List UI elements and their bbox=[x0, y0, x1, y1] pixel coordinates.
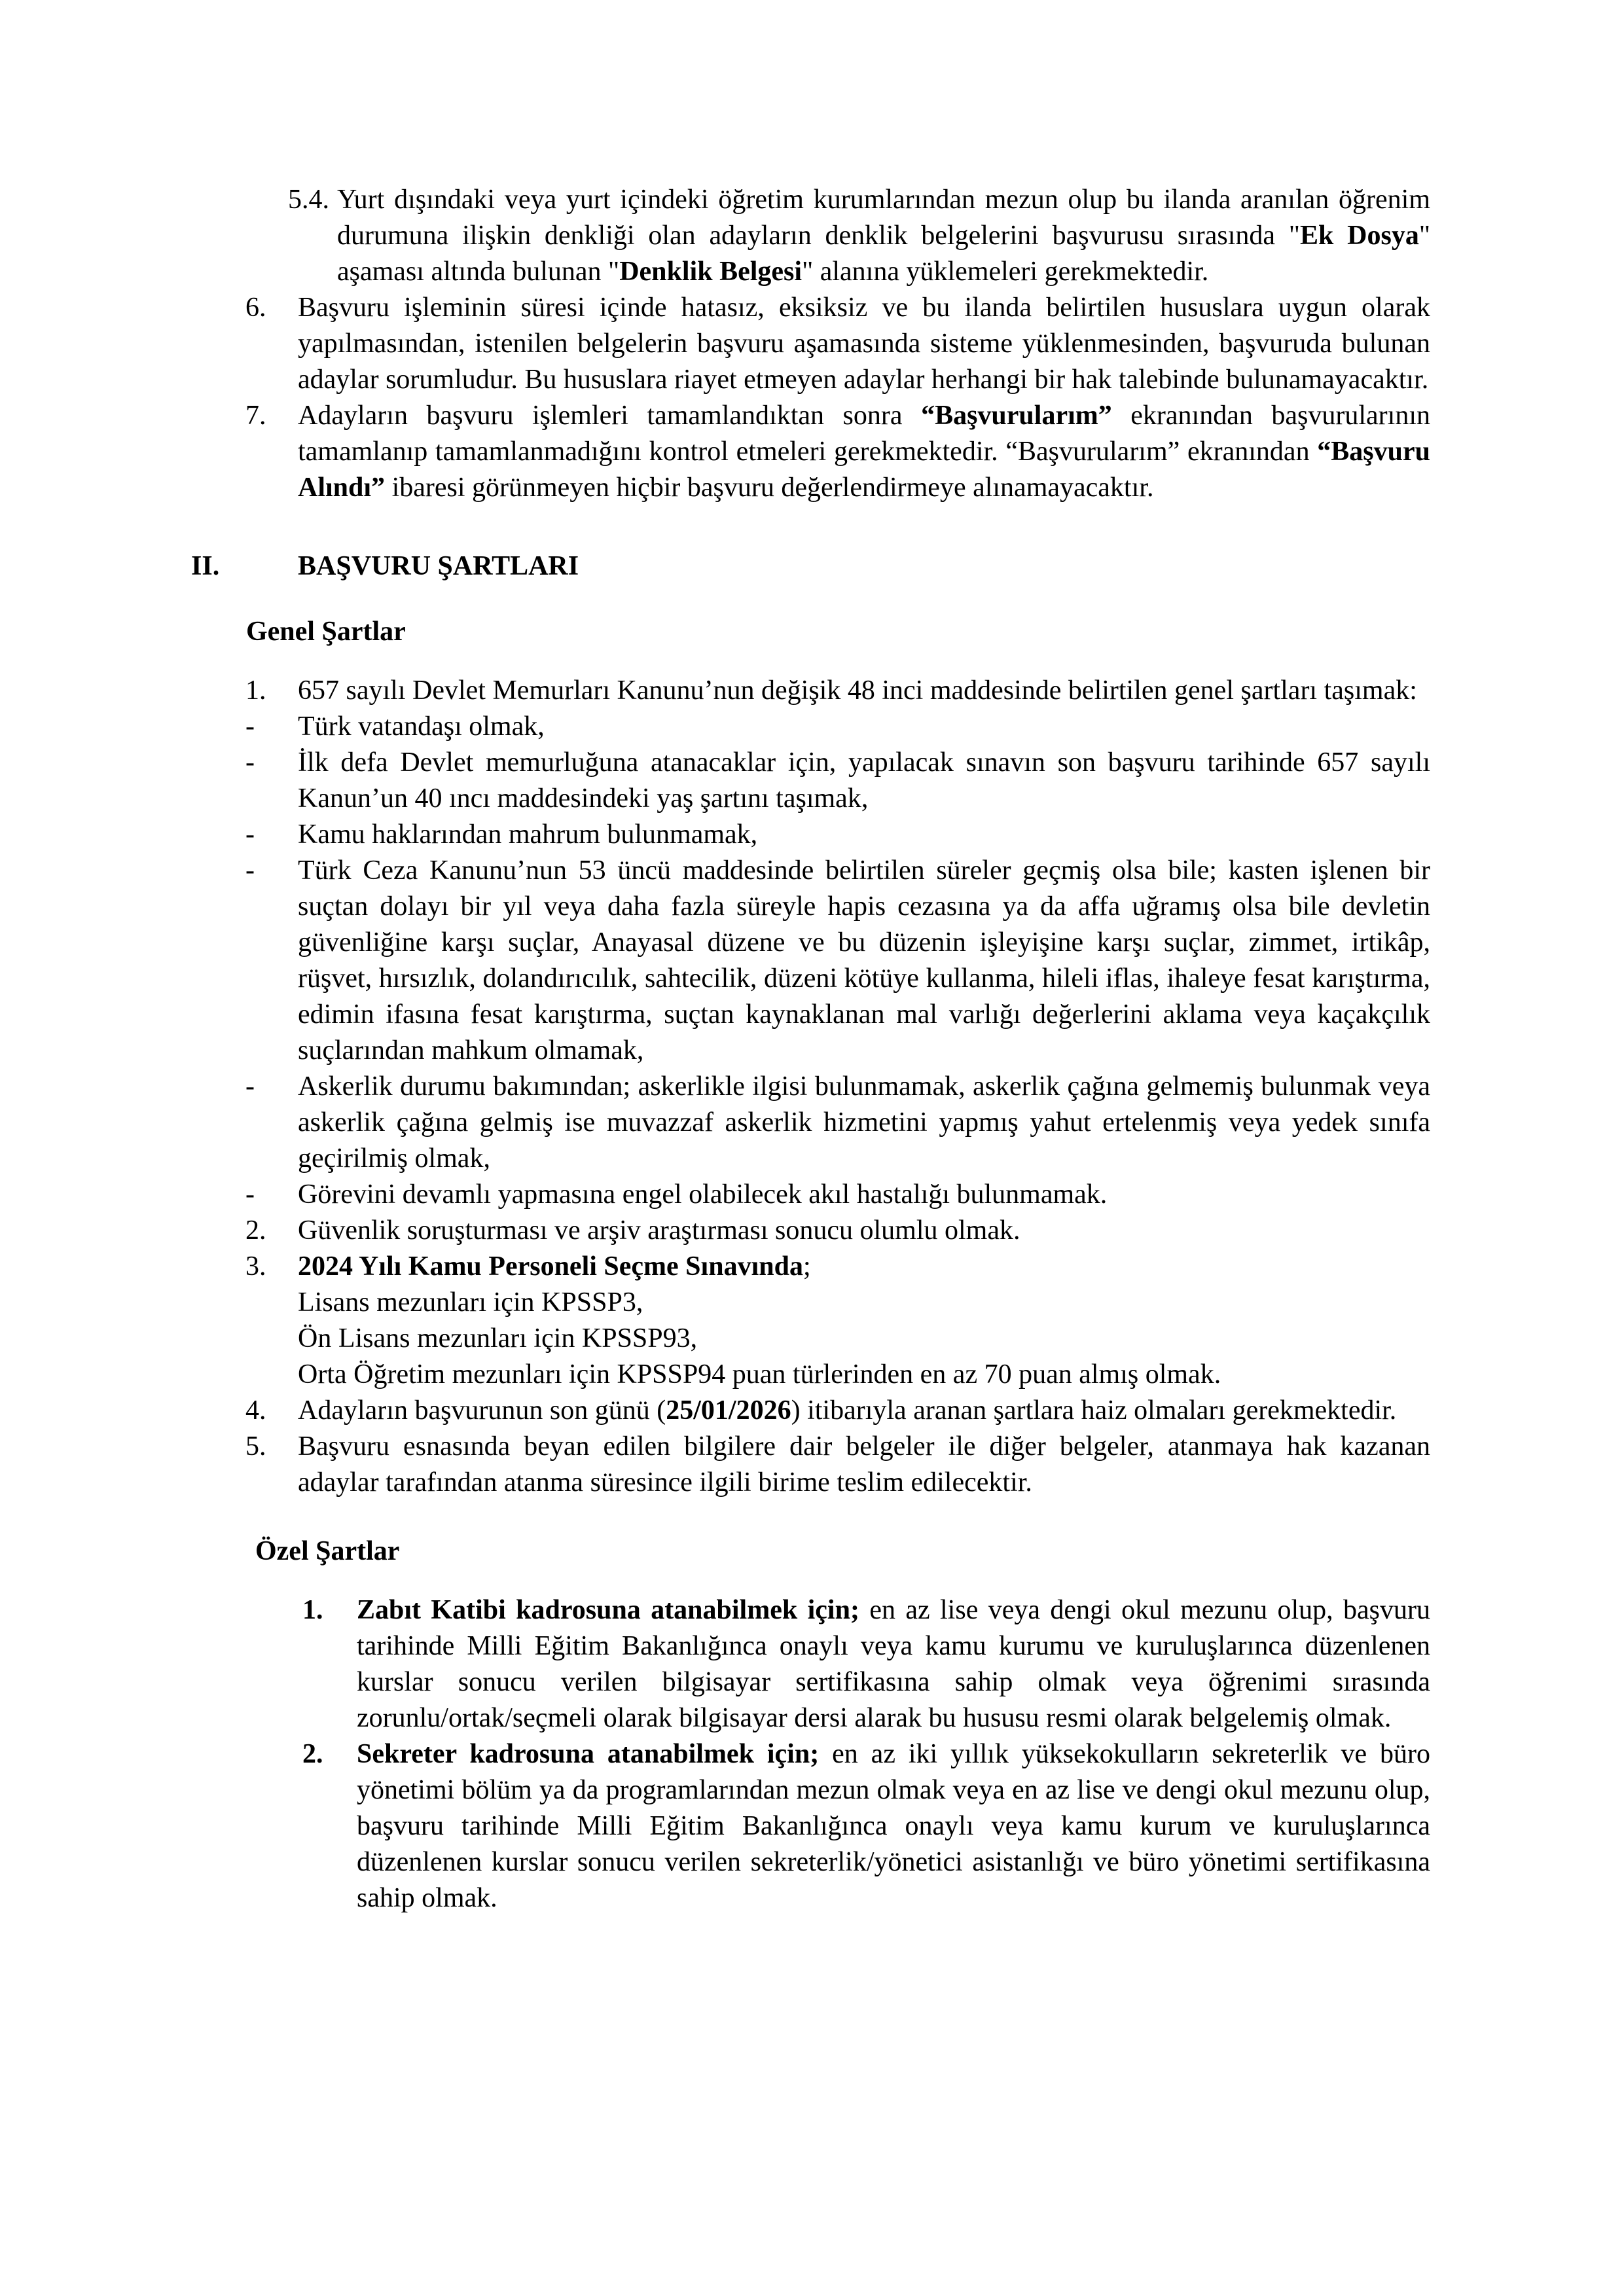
text-run: Yurt dışındaki veya yurt içindeki öğretim kurumlarından mezun olup bu ilanda aranılan öğrenim durumuna ilişkin denkliği olan adayların denklik belgelerini başvurusu sırasında " bbox=[337, 185, 1430, 251]
list-item bbox=[288, 182, 1430, 290]
paragraph-text bbox=[298, 747, 1430, 814]
list-marker: 7. bbox=[245, 401, 266, 431]
text-run: Başvuru esnasında beyan edilen bilgilere dair belgeler ile diğer belgeler, atanmaya hak kazanan adaylar tarafından atanma süresince ilgili birime teslim edilecektir. bbox=[298, 1431, 1430, 1498]
paragraph-text bbox=[246, 617, 406, 647]
list-item bbox=[245, 1393, 1430, 1429]
list-marker: 5.4. bbox=[288, 185, 329, 215]
list-item bbox=[245, 817, 1430, 853]
list-item bbox=[245, 1249, 1430, 1393]
list-marker: 2. bbox=[302, 1739, 323, 1769]
text-run: Adayların başvurunun son günü ( bbox=[298, 1395, 666, 1426]
list-item bbox=[302, 1592, 1430, 1736]
bold-text-run: BAŞVURU ŞARTLARI bbox=[298, 551, 579, 581]
list-marker: 3. bbox=[245, 1251, 266, 1282]
list-item bbox=[245, 1429, 1430, 1501]
list-item bbox=[245, 1213, 1430, 1249]
list-item bbox=[302, 1736, 1431, 1916]
text-run: " alanına yüklemeleri gerekmektedir. bbox=[802, 257, 1209, 287]
paragraph-text bbox=[298, 1071, 1430, 1174]
paragraph-text bbox=[298, 855, 1430, 1066]
list-marker: II. bbox=[191, 551, 220, 581]
text-run: Lisans mezunları için KPSSP3, bbox=[298, 1287, 643, 1318]
paragraph-text bbox=[298, 1215, 1020, 1246]
text-run: en az iki yıllık yüksekokulların sekreterlik ve büro yönetimi bölüm ya da programlarından mezun olmak veya en az lise ve dengi okul mezunu olup, başvuru tarihinde Milli Eğitim Bakanlığınca onaylı veya kamu kurum ve kuruluşlarınca düzenlenen kurslar sonucu verilen sekreterlik/yönetici asistanlığı ve büro yönetimi sertifikasına sahip olmak. bbox=[357, 1739, 1431, 1913]
list-item bbox=[245, 1177, 1430, 1213]
list-item bbox=[245, 709, 1430, 745]
text-run: ibaresi görünmeyen hiçbir başvuru değerlendirmeye alınamayacaktır. bbox=[385, 473, 1154, 503]
bold-text-run: Genel Şartlar bbox=[246, 617, 406, 647]
list-marker: - bbox=[245, 855, 255, 886]
paragraph-text bbox=[298, 711, 545, 742]
list-marker: 1. bbox=[245, 675, 266, 706]
bold-text-run: Sekreter kadrosuna atanabilmek için; bbox=[357, 1739, 820, 1769]
bold-text-run: “Başvurularım” bbox=[921, 401, 1112, 431]
list-item bbox=[245, 398, 1430, 506]
list-marker: - bbox=[245, 711, 255, 742]
bold-text-run: Denklik Belgesi bbox=[619, 257, 803, 287]
list-marker: 4. bbox=[245, 1395, 266, 1426]
bold-text-run: 2024 Yılı Kamu Personeli Seçme Sınavında bbox=[298, 1251, 803, 1282]
list-item bbox=[245, 853, 1430, 1069]
text-run: Ön Lisans mezunları için KPSSP93, bbox=[298, 1323, 698, 1354]
paragraph-text bbox=[357, 1739, 1430, 1913]
paragraph-text bbox=[298, 551, 579, 581]
bold-text-run: “Başvuru Alındı” bbox=[298, 437, 1430, 503]
text-run: 657 sayılı Devlet Memurları Kanunu’nun değişik 48 inci maddesinde belirtilen genel şartları taşımak: bbox=[298, 675, 1417, 706]
paragraph-text bbox=[298, 819, 757, 850]
list-item bbox=[245, 1069, 1430, 1177]
text-run: Askerlik durumu bakımından; askerlikle ilgisi bulunmamak, askerlik çağına gelmemiş bulunmak veya askerlik çağına gelmiş ise muvazzaf askerlik hizmetini yapmış yahut ertelenmiş veya yedek sınıfa geçirilmiş olmak, bbox=[298, 1071, 1430, 1174]
text-run: Başvuru işleminin süresi içinde hatasız, eksiksiz ve bu ilanda belirtilen hususlara uygun olarak yapılmasından, istenilen belgelerin başvuru aşamasında sisteme yüklenmesinden, başvuruda bulunan adaylar sorumludur. Bu hususlara riayet etmeyen adaylar herhangi bir hak talebinde bulunamayacaktır. bbox=[298, 293, 1430, 395]
paragraph-text bbox=[298, 293, 1430, 395]
text-run: " aşaması altında bulunan " bbox=[337, 221, 1430, 287]
paragraph-text bbox=[298, 1395, 1396, 1426]
paragraph-text bbox=[298, 1251, 1221, 1390]
list-marker: - bbox=[245, 747, 255, 778]
text-run: Orta Öğretim mezunları için KPSSP94 puan türlerinden en az 70 puan almış olmak. bbox=[298, 1359, 1221, 1390]
paragraph-text bbox=[298, 401, 1430, 503]
paragraph-text bbox=[298, 1179, 1107, 1210]
list-marker: - bbox=[245, 1179, 255, 1210]
text-run: Kamu haklarından mahrum bulunmamak, bbox=[298, 819, 758, 850]
text-run: Türk vatandaşı olmak, bbox=[298, 711, 545, 742]
text-run: İlk defa Devlet memurluğuna atanacaklar için, yapılacak sınavın son başvuru tarihinde 657 sayılı Kanun’un 40 ıncı maddesindeki yaş şartını taşımak, bbox=[298, 747, 1430, 814]
bold-text-run: Özel Şartlar bbox=[255, 1536, 400, 1566]
bold-text-run: Ek Dosya bbox=[1299, 221, 1419, 251]
list-marker: 5. bbox=[245, 1431, 266, 1462]
text-run: Görevini devamlı yapmasına engel olabilecek akıl hastalığı bulunmamak. bbox=[298, 1179, 1108, 1210]
text-run: Güvenlik soruşturması ve arşiv araştırması sonucu olumlu olmak. bbox=[298, 1215, 1020, 1246]
paragraph-text bbox=[298, 1431, 1430, 1498]
list-marker: 2. bbox=[245, 1215, 266, 1246]
text-run: Adayların başvuru işlemleri tamamlandıktan sonra bbox=[298, 401, 922, 431]
section-heading bbox=[246, 614, 1430, 650]
text-run: Türk Ceza Kanunu’nun 53 üncü maddesinde belirtilen süreler geçmiş olsa bile; kasten işlenen bir suçtan dolayı bir yıl veya daha fazla süreyle hapis cezasına ya da affa uğramış olsa bile devletin güvenliğine karşı suçlar, Anayasal düzene ve bu düzenin işleyişine karşı suçlar, zimmet, irtikâp, rüşvet, hırsızlık, dolandırıcılık, sahtecilik, düzeni kötüye kullanma, hileli iflas, ihaleye fesat karıştırma, edimin ifasına fesat karıştırma, suçtan kaynaklanan mal varlığı değerlerini aklama veya kaçakçılık suçlarından mahkum olmamak, bbox=[298, 855, 1430, 1066]
list-item bbox=[245, 673, 1430, 709]
list-marker: 1. bbox=[302, 1595, 323, 1625]
text-run: ; bbox=[803, 1251, 811, 1282]
bold-text-run: 25/01/2026 bbox=[666, 1395, 791, 1426]
document-body bbox=[0, 182, 1624, 1916]
paragraph-text bbox=[337, 185, 1430, 287]
text-run: ) itibarıyla aranan şartlara haiz olmaları gerekmektedir. bbox=[791, 1395, 1397, 1426]
list-marker: 6. bbox=[245, 293, 266, 323]
list-marker: - bbox=[245, 819, 255, 850]
paragraph-text bbox=[357, 1595, 1430, 1733]
section-heading bbox=[255, 1534, 1430, 1570]
paragraph-text bbox=[255, 1536, 399, 1566]
text-run: en az lise veya dengi okul mezunu olup, başvuru tarihinde Milli Eğitim Bakanlığınca onaylı veya kamu kurumu ve kuruluşlarınca düzenlenen kurslar sonucu verilen bilgisayar sertifikasına sahip olmak veya öğrenimi sırasında zorunlu/ortak/seçmeli olarak bilgisayar dersi alarak bu hususu resmi olarak belgelemiş olmak. bbox=[357, 1595, 1430, 1733]
bold-text-run: Zabıt Katibi kadrosuna atanabilmek için; bbox=[357, 1595, 859, 1625]
list-marker: - bbox=[245, 1071, 255, 1102]
text-run: ekranından başvurularının tamamlanıp tamamlanmadığını kontrol etmeleri gerekmektedir. “Başvurularım” ekranından bbox=[298, 401, 1430, 467]
paragraph-text bbox=[298, 675, 1417, 706]
section-heading bbox=[191, 548, 1430, 584]
list-item bbox=[245, 745, 1430, 817]
list-item bbox=[245, 290, 1430, 398]
